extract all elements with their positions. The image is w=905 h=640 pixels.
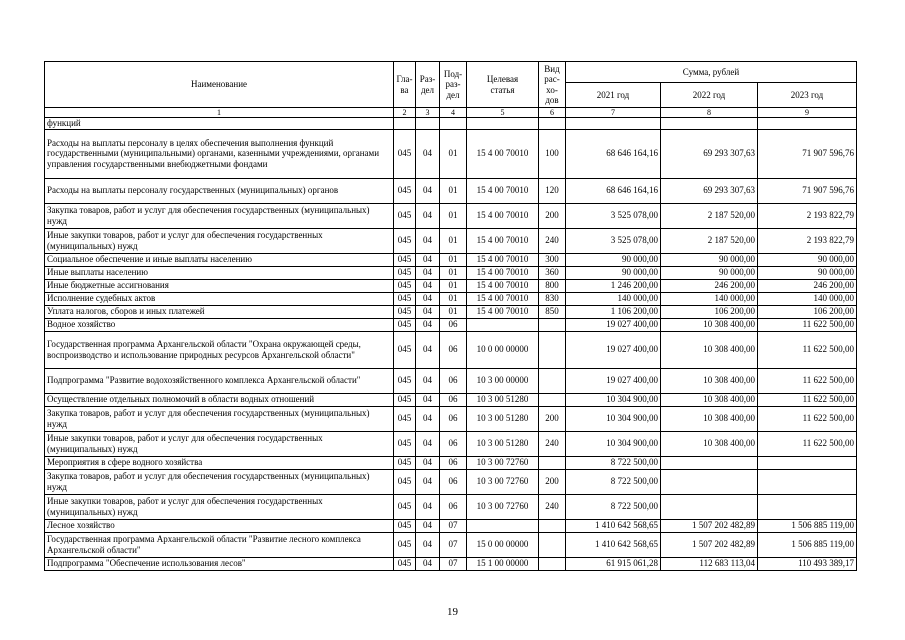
cell-podrazdel: 06 bbox=[440, 431, 467, 456]
cell-razdel: 04 bbox=[416, 292, 440, 305]
cell-target-article: 15 4 00 70010 bbox=[467, 292, 539, 305]
table-row bbox=[45, 203, 857, 228]
cell-target-article: 15 0 00 00000 bbox=[467, 532, 539, 557]
cell-target-article: 10 3 00 51280 bbox=[467, 431, 539, 456]
cell-sum-2022: 112 683 113,04 bbox=[661, 557, 758, 570]
cell-sum-2023: 1 506 885 119,00 bbox=[758, 532, 857, 557]
cell-sum-2023: 2 193 822,79 bbox=[758, 203, 857, 228]
cell-razdel: 04 bbox=[416, 318, 440, 331]
cell-sum-2022: 10 308 400,00 bbox=[661, 368, 758, 393]
cell-name: Исполнение судебных актов bbox=[45, 292, 394, 305]
cell-glava: 045 bbox=[394, 318, 416, 331]
cell-sum-2022 bbox=[661, 469, 758, 494]
cell-expense-type: 120 bbox=[539, 178, 566, 203]
cell-sum-2022: 10 308 400,00 bbox=[661, 406, 758, 431]
cell-sum-2023 bbox=[758, 494, 857, 519]
cell-razdel: 04 bbox=[416, 253, 440, 266]
cell-sum-2022: 90 000,00 bbox=[661, 266, 758, 279]
cell-name: Мероприятия в сфере водного хозяйства bbox=[45, 456, 394, 469]
cell-sum-2021: 1 410 642 568,65 bbox=[566, 532, 661, 557]
cell-name: Подпрограмма "Развитие водохозяйственного комплекса Архангельской области" bbox=[45, 368, 394, 393]
cell-expense-type bbox=[539, 368, 566, 393]
cell-podrazdel: 01 bbox=[440, 178, 467, 203]
column-number: 3 bbox=[416, 108, 440, 118]
header-year-2021: 2021 год bbox=[566, 83, 661, 108]
cell-target-article: 15 1 00 00000 bbox=[467, 557, 539, 570]
cell-target-article: 10 3 00 72760 bbox=[467, 469, 539, 494]
cell-sum-2023: 11 622 500,00 bbox=[758, 393, 857, 406]
column-number: 7 bbox=[566, 108, 661, 118]
cell-sum-2023: 110 493 389,17 bbox=[758, 557, 857, 570]
cell-sum-2022: 2 187 520,00 bbox=[661, 203, 758, 228]
cell-sum-2023 bbox=[758, 456, 857, 469]
cell-sum-2023: 71 907 596,76 bbox=[758, 129, 857, 178]
cell-sum-2021: 8 722 500,00 bbox=[566, 469, 661, 494]
cell-podrazdel: 06 bbox=[440, 494, 467, 519]
header-expense-type: Вид рас- хо- дов bbox=[539, 62, 566, 108]
cell-glava: 045 bbox=[394, 406, 416, 431]
cell-sum-2021: 140 000,00 bbox=[566, 292, 661, 305]
cell-expense-type bbox=[539, 557, 566, 570]
cell-sum-2021: 19 027 400,00 bbox=[566, 331, 661, 368]
cell-target-article: 10 3 00 51280 bbox=[467, 393, 539, 406]
cell-target-article: 15 4 00 70010 bbox=[467, 129, 539, 178]
cell-podrazdel bbox=[440, 118, 467, 130]
cell-expense-type bbox=[539, 118, 566, 130]
cell-razdel: 04 bbox=[416, 494, 440, 519]
cell-expense-type: 240 bbox=[539, 228, 566, 253]
cell-sum-2021: 8 722 500,00 bbox=[566, 456, 661, 469]
table-row bbox=[45, 266, 857, 279]
cell-target-article: 15 4 00 70010 bbox=[467, 279, 539, 292]
cell-target-article: 15 4 00 70010 bbox=[467, 203, 539, 228]
cell-razdel: 04 bbox=[416, 557, 440, 570]
cell-target-article bbox=[467, 118, 539, 130]
cell-glava: 045 bbox=[394, 279, 416, 292]
cell-sum-2021: 1 246 200,00 bbox=[566, 279, 661, 292]
cell-glava: 045 bbox=[394, 519, 416, 532]
cell-name: Закупка товаров, работ и услуг для обеспечения государственных (муниципальных) нужд bbox=[45, 406, 394, 431]
cell-target-article: 15 4 00 70010 bbox=[467, 305, 539, 318]
cell-name: Уплата налогов, сборов и иных платежей bbox=[45, 305, 394, 318]
header-year-2022: 2022 год bbox=[661, 83, 758, 108]
cell-razdel: 04 bbox=[416, 393, 440, 406]
cell-podrazdel: 01 bbox=[440, 292, 467, 305]
table-row bbox=[45, 431, 857, 456]
cell-glava: 045 bbox=[394, 178, 416, 203]
cell-expense-type: 200 bbox=[539, 469, 566, 494]
cell-sum-2023: 246 200,00 bbox=[758, 279, 857, 292]
cell-podrazdel: 01 bbox=[440, 253, 467, 266]
table-row bbox=[45, 406, 857, 431]
cell-glava: 045 bbox=[394, 494, 416, 519]
cell-name: Иные закупки товаров, работ и услуг для обеспечения государственных (муниципальных) нужд bbox=[45, 494, 394, 519]
cell-sum-2022: 10 308 400,00 bbox=[661, 393, 758, 406]
cell-podrazdel: 07 bbox=[440, 532, 467, 557]
cell-sum-2022: 106 200,00 bbox=[661, 305, 758, 318]
cell-sum-2022: 1 507 202 482,89 bbox=[661, 532, 758, 557]
cell-sum-2022: 246 200,00 bbox=[661, 279, 758, 292]
table-row bbox=[45, 519, 857, 532]
table-row bbox=[45, 129, 857, 178]
cell-glava: 045 bbox=[394, 292, 416, 305]
cell-razdel: 04 bbox=[416, 331, 440, 368]
table-row bbox=[45, 279, 857, 292]
cell-expense-type: 850 bbox=[539, 305, 566, 318]
cell-sum-2021: 1 410 642 568,65 bbox=[566, 519, 661, 532]
cell-sum-2021: 19 027 400,00 bbox=[566, 368, 661, 393]
table-row bbox=[45, 331, 857, 368]
cell-glava: 045 bbox=[394, 557, 416, 570]
cell-podrazdel: 01 bbox=[440, 228, 467, 253]
table-row bbox=[45, 456, 857, 469]
cell-target-article: 15 4 00 70010 bbox=[467, 266, 539, 279]
cell-name: Иные закупки товаров, работ и услуг для обеспечения государственных (муниципальных) нужд bbox=[45, 228, 394, 253]
cell-target-article bbox=[467, 519, 539, 532]
cell-glava: 045 bbox=[394, 331, 416, 368]
cell-sum-2022: 10 308 400,00 bbox=[661, 431, 758, 456]
header-razdel: Раз- дел bbox=[416, 62, 440, 108]
cell-expense-type bbox=[539, 519, 566, 532]
cell-sum-2021: 10 304 900,00 bbox=[566, 406, 661, 431]
cell-name: Закупка товаров, работ и услуг для обеспечения государственных (муниципальных) нужд bbox=[45, 469, 394, 494]
cell-podrazdel: 06 bbox=[440, 318, 467, 331]
cell-podrazdel: 01 bbox=[440, 279, 467, 292]
table-row bbox=[45, 532, 857, 557]
cell-sum-2023: 90 000,00 bbox=[758, 266, 857, 279]
cell-podrazdel: 06 bbox=[440, 368, 467, 393]
cell-razdel: 04 bbox=[416, 178, 440, 203]
header-target-article: Целевая статья bbox=[467, 62, 539, 108]
cell-podrazdel: 01 bbox=[440, 129, 467, 178]
cell-expense-type: 200 bbox=[539, 203, 566, 228]
table-row bbox=[45, 557, 857, 570]
cell-sum-2022: 10 308 400,00 bbox=[661, 331, 758, 368]
cell-sum-2022: 1 507 202 482,89 bbox=[661, 519, 758, 532]
cell-podrazdel: 01 bbox=[440, 266, 467, 279]
cell-glava: 045 bbox=[394, 456, 416, 469]
cell-podrazdel: 07 bbox=[440, 519, 467, 532]
header-glava: Гла- ва bbox=[394, 62, 416, 108]
cell-razdel: 04 bbox=[416, 279, 440, 292]
cell-name: Иные бюджетные ассигнования bbox=[45, 279, 394, 292]
cell-glava: 045 bbox=[394, 203, 416, 228]
cell-expense-type bbox=[539, 532, 566, 557]
header-podrazdel: Под- раз- дел bbox=[440, 62, 467, 108]
table-body bbox=[45, 118, 857, 571]
cell-expense-type bbox=[539, 318, 566, 331]
column-number: 8 bbox=[661, 108, 758, 118]
cell-sum-2021: 90 000,00 bbox=[566, 266, 661, 279]
cell-glava: 045 bbox=[394, 431, 416, 456]
cell-target-article bbox=[467, 318, 539, 331]
cell-name: Расходы на выплаты персоналу в целях обеспечения выполнения функций государственными (муниципальными) органами, казенными учреждениями, органами управления государственными внебюджетными фондами bbox=[45, 129, 394, 178]
cell-razdel: 04 bbox=[416, 532, 440, 557]
cell-expense-type bbox=[539, 331, 566, 368]
cell-sum-2023: 71 907 596,76 bbox=[758, 178, 857, 203]
cell-podrazdel: 06 bbox=[440, 331, 467, 368]
cell-sum-2023: 11 622 500,00 bbox=[758, 331, 857, 368]
cell-razdel: 04 bbox=[416, 406, 440, 431]
header-name: Наименование bbox=[45, 62, 394, 108]
cell-sum-2021: 1 106 200,00 bbox=[566, 305, 661, 318]
cell-expense-type bbox=[539, 456, 566, 469]
cell-expense-type: 360 bbox=[539, 266, 566, 279]
cell-expense-type: 800 bbox=[539, 279, 566, 292]
cell-sum-2022: 140 000,00 bbox=[661, 292, 758, 305]
cell-sum-2023: 11 622 500,00 bbox=[758, 368, 857, 393]
cell-sum-2023 bbox=[758, 118, 857, 130]
cell-sum-2023: 11 622 500,00 bbox=[758, 318, 857, 331]
cell-sum-2021: 8 722 500,00 bbox=[566, 494, 661, 519]
table-row bbox=[45, 178, 857, 203]
table-row bbox=[45, 393, 857, 406]
cell-name: Иные выплаты населению bbox=[45, 266, 394, 279]
cell-sum-2022 bbox=[661, 456, 758, 469]
cell-sum-2021: 3 525 078,00 bbox=[566, 203, 661, 228]
cell-name: Водное хозяйство bbox=[45, 318, 394, 331]
cell-razdel: 04 bbox=[416, 203, 440, 228]
header-sum: Сумма, рублей bbox=[566, 62, 857, 83]
cell-expense-type bbox=[539, 393, 566, 406]
table-row bbox=[45, 318, 857, 331]
cell-target-article: 15 4 00 70010 bbox=[467, 178, 539, 203]
cell-podrazdel: 07 bbox=[440, 557, 467, 570]
cell-target-article: 10 3 00 72760 bbox=[467, 456, 539, 469]
column-number: 9 bbox=[758, 108, 857, 118]
column-number: 5 bbox=[467, 108, 539, 118]
cell-glava: 045 bbox=[394, 266, 416, 279]
cell-glava: 045 bbox=[394, 469, 416, 494]
cell-podrazdel: 01 bbox=[440, 203, 467, 228]
cell-podrazdel: 06 bbox=[440, 469, 467, 494]
cell-sum-2021: 10 304 900,00 bbox=[566, 431, 661, 456]
cell-razdel: 04 bbox=[416, 129, 440, 178]
table-row bbox=[45, 494, 857, 519]
cell-name: Лесное хозяйство bbox=[45, 519, 394, 532]
cell-sum-2023: 106 200,00 bbox=[758, 305, 857, 318]
cell-name: Закупка товаров, работ и услуг для обеспечения государственных (муниципальных) нужд bbox=[45, 203, 394, 228]
cell-razdel: 04 bbox=[416, 456, 440, 469]
cell-target-article: 10 3 00 00000 bbox=[467, 368, 539, 393]
cell-name: Государственная программа Архангельской области "Развитие лесного комплекса Архангельской области" bbox=[45, 532, 394, 557]
cell-name: Социальное обеспечение и иные выплаты населению bbox=[45, 253, 394, 266]
cell-razdel: 04 bbox=[416, 266, 440, 279]
table-row bbox=[45, 292, 857, 305]
column-number: 2 bbox=[394, 108, 416, 118]
cell-podrazdel: 01 bbox=[440, 305, 467, 318]
cell-glava: 045 bbox=[394, 129, 416, 178]
cell-sum-2022 bbox=[661, 494, 758, 519]
cell-sum-2022: 10 308 400,00 bbox=[661, 318, 758, 331]
cell-sum-2022: 69 293 307,63 bbox=[661, 129, 758, 178]
cell-sum-2021: 10 304 900,00 bbox=[566, 393, 661, 406]
table-header bbox=[45, 62, 857, 118]
cell-sum-2021 bbox=[566, 118, 661, 130]
cell-sum-2023: 2 193 822,79 bbox=[758, 228, 857, 253]
cell-glava: 045 bbox=[394, 532, 416, 557]
cell-name: функций bbox=[45, 118, 394, 130]
table-row bbox=[45, 118, 857, 130]
cell-sum-2023 bbox=[758, 469, 857, 494]
cell-razdel bbox=[416, 118, 440, 130]
cell-glava bbox=[394, 118, 416, 130]
column-number: 6 bbox=[539, 108, 566, 118]
cell-glava: 045 bbox=[394, 305, 416, 318]
cell-sum-2022: 69 293 307,63 bbox=[661, 178, 758, 203]
cell-sum-2022: 2 187 520,00 bbox=[661, 228, 758, 253]
table-row bbox=[45, 469, 857, 494]
cell-podrazdel: 06 bbox=[440, 393, 467, 406]
cell-glava: 045 bbox=[394, 253, 416, 266]
table-row bbox=[45, 228, 857, 253]
cell-podrazdel: 06 bbox=[440, 456, 467, 469]
cell-sum-2021: 3 525 078,00 bbox=[566, 228, 661, 253]
cell-name: Государственная программа Архангельской области "Охрана окружающей среды, воспроизводство и использование природных ресурсов Архангельской области" bbox=[45, 331, 394, 368]
cell-target-article: 10 0 00 00000 bbox=[467, 331, 539, 368]
cell-sum-2021: 68 646 164,16 bbox=[566, 129, 661, 178]
cell-sum-2023: 140 000,00 bbox=[758, 292, 857, 305]
cell-target-article: 15 4 00 70010 bbox=[467, 228, 539, 253]
cell-razdel: 04 bbox=[416, 228, 440, 253]
page-number: 19 bbox=[447, 606, 458, 618]
table-row bbox=[45, 253, 857, 266]
cell-razdel: 04 bbox=[416, 305, 440, 318]
cell-name: Иные закупки товаров, работ и услуг для обеспечения государственных (муниципальных) нужд bbox=[45, 431, 394, 456]
cell-expense-type: 240 bbox=[539, 494, 566, 519]
cell-target-article: 15 4 00 70010 bbox=[467, 253, 539, 266]
cell-target-article: 10 3 00 72760 bbox=[467, 494, 539, 519]
cell-expense-type: 830 bbox=[539, 292, 566, 305]
cell-sum-2021: 61 915 061,28 bbox=[566, 557, 661, 570]
cell-sum-2021: 19 027 400,00 bbox=[566, 318, 661, 331]
cell-sum-2022 bbox=[661, 118, 758, 130]
cell-sum-2023: 11 622 500,00 bbox=[758, 431, 857, 456]
cell-razdel: 04 bbox=[416, 519, 440, 532]
cell-glava: 045 bbox=[394, 228, 416, 253]
cell-razdel: 04 bbox=[416, 469, 440, 494]
table-row bbox=[45, 368, 857, 393]
table-row bbox=[45, 305, 857, 318]
cell-sum-2021: 90 000,00 bbox=[566, 253, 661, 266]
cell-sum-2022: 90 000,00 bbox=[661, 253, 758, 266]
cell-name: Осуществление отдельных полномочий в области водных отношений bbox=[45, 393, 394, 406]
cell-expense-type: 200 bbox=[539, 406, 566, 431]
cell-expense-type: 300 bbox=[539, 253, 566, 266]
cell-glava: 045 bbox=[394, 393, 416, 406]
cell-sum-2021: 68 646 164,16 bbox=[566, 178, 661, 203]
header-year-2023: 2023 год bbox=[758, 83, 857, 108]
column-number: 1 bbox=[45, 108, 394, 118]
cell-name: Расходы на выплаты персоналу государственных (муниципальных) органов bbox=[45, 178, 394, 203]
cell-sum-2023: 90 000,00 bbox=[758, 253, 857, 266]
cell-razdel: 04 bbox=[416, 431, 440, 456]
column-number: 4 bbox=[440, 108, 467, 118]
cell-target-article: 10 3 00 51280 bbox=[467, 406, 539, 431]
cell-glava: 045 bbox=[394, 368, 416, 393]
cell-sum-2023: 1 506 885 119,00 bbox=[758, 519, 857, 532]
cell-podrazdel: 06 bbox=[440, 406, 467, 431]
cell-expense-type: 100 bbox=[539, 129, 566, 178]
cell-expense-type: 240 bbox=[539, 431, 566, 456]
cell-name: Подпрограмма "Обеспечение использования лесов" bbox=[45, 557, 394, 570]
cell-sum-2023: 11 622 500,00 bbox=[758, 406, 857, 431]
budget-table bbox=[44, 61, 857, 571]
cell-razdel: 04 bbox=[416, 368, 440, 393]
